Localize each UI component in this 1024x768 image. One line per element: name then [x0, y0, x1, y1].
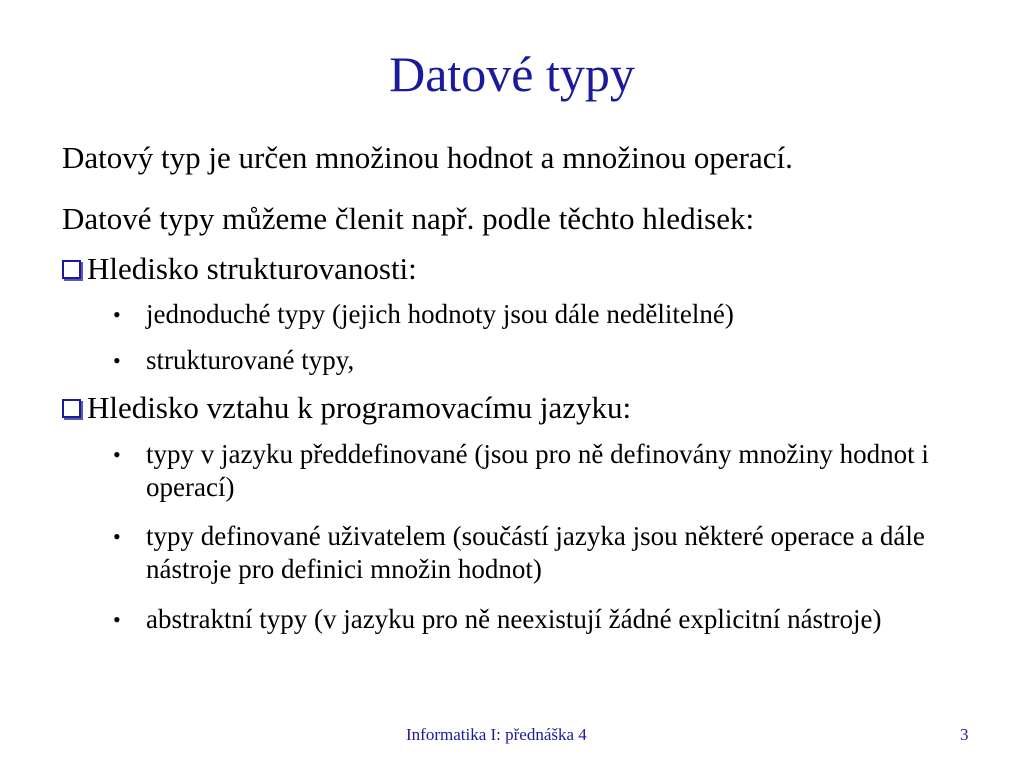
list-item [113, 298, 973, 331]
checkbox-bullet-icon [62, 399, 81, 418]
section-heading-text: Hledisko vztahu k programovacímu jazyku: [87, 390, 632, 425]
list-item [113, 344, 973, 377]
bullet-dot-icon: • [113, 607, 121, 632]
intro-paragraph: Datový typ je určen množinou hodnot a množinou operací. [62, 140, 793, 175]
list-item-text: jednoduché typy (jejich hodnoty jsou dále nedělitelné) [146, 299, 734, 329]
section-heading [62, 390, 631, 426]
footer-page-number: 3 [960, 725, 969, 744]
list-item-text: typy definované uživatelem (součástí jazyka jsou některé operace a dále nástroje pro definici množin hodnot) [146, 521, 925, 584]
list-item-text: typy v jazyku předdefinované (jsou pro ně definovány množiny hodnot i operací) [146, 439, 929, 502]
bullet-dot-icon: • [113, 302, 121, 327]
section-heading-text: Hledisko strukturovanosti: [87, 251, 417, 286]
bullet-dot-icon: • [113, 348, 121, 373]
list-item [113, 438, 973, 504]
list-item [113, 603, 973, 636]
list-item-text: abstraktní typy (v jazyku pro ně neexistují žádné explicitní nástroje) [146, 604, 882, 634]
checkbox-bullet-icon [62, 260, 81, 279]
section-heading [62, 251, 417, 287]
list-item [113, 520, 973, 586]
footer-course: Informatika I: přednáška 4 [406, 725, 587, 744]
slide-title: Datové typy [389, 46, 635, 102]
bullet-dot-icon: • [113, 442, 121, 467]
bullet-dot-icon: • [113, 524, 121, 549]
lead-paragraph: Datové typy můžeme členit např. podle těchto hledisek: [62, 201, 755, 236]
list-item-text: strukturované typy, [146, 345, 355, 375]
